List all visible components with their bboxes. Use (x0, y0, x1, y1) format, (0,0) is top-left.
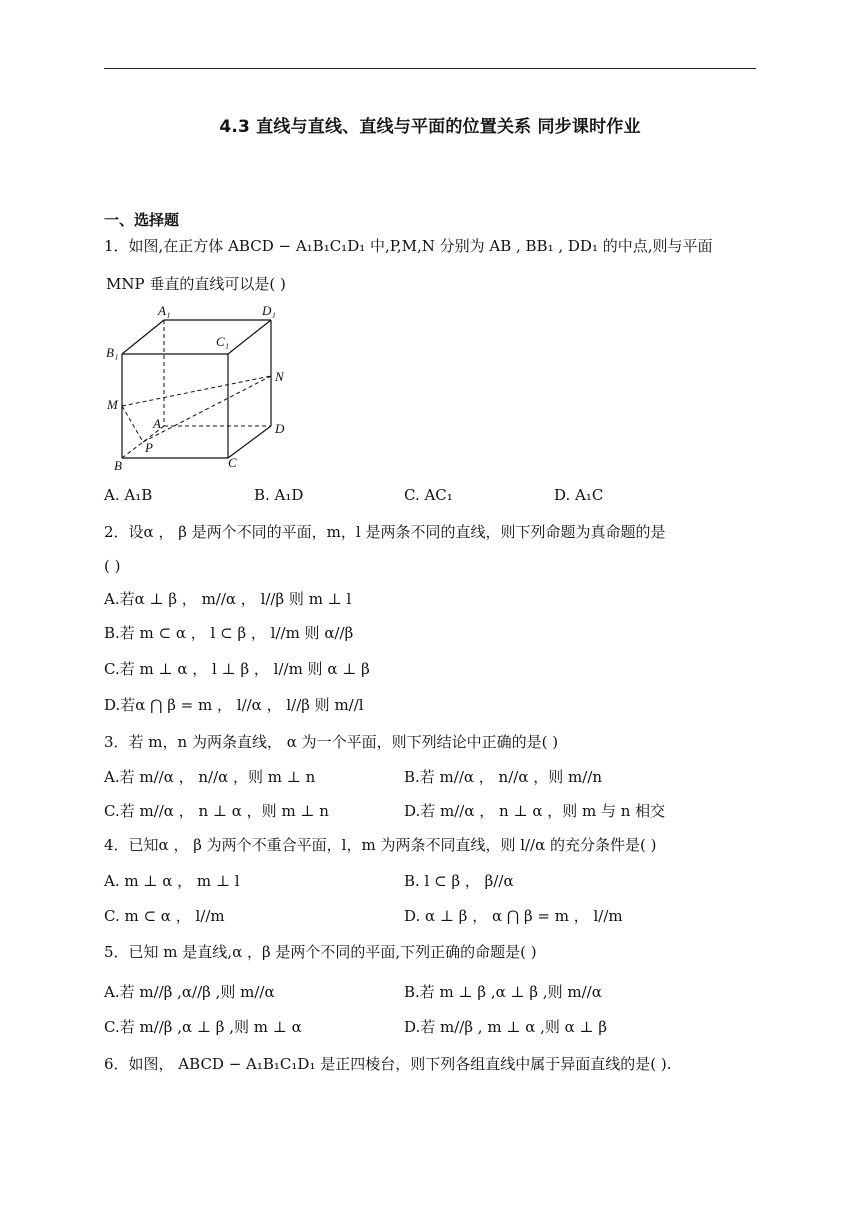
q4-option-c: C. m ⊂ α ， l//m (104, 907, 225, 925)
q1-option-a: A. A₁B (104, 486, 153, 504)
edge-cd (228, 426, 271, 458)
page-title: 4.3 直线与直线、直线与平面的位置关系 同步课时作业 (219, 117, 641, 137)
q5-option-c: C.若 m//β ,α ⊥ β ,则 m ⊥ α (104, 1018, 302, 1036)
q2-option-c: C.若 m ⊥ α ， l ⊥ β ， l//m 则 α ⊥ β (104, 660, 370, 678)
q2-stem-line2: ( ) (104, 557, 121, 575)
q1-stem-line1: 1．如图,在正方体 ABCD − A₁B₁C₁D₁ 中,P,M,N 分别为 AB , BB₁ , DD₁ 的中点,则与平面 (104, 237, 713, 255)
label-N: N (275, 369, 284, 384)
q3-stem: 3．若 m，n 为两条直线， α 为一个平面，则下列结论中正确的是( ) (104, 733, 559, 751)
q5-option-a: A.若 m//β ,α//β ,则 m//α (104, 983, 275, 1001)
label-A: A (153, 416, 161, 431)
q3-option-c: C.若 m//α ， n ⊥ α ，则 m ⊥ n (104, 802, 329, 820)
label-B: B (114, 458, 122, 473)
label-D1: D₁ (262, 303, 276, 318)
label-C1: C₁ (216, 334, 230, 349)
q1-option-d: D. A₁C (554, 486, 604, 504)
q5-option-b: B.若 m ⊥ β ,α ⊥ β ,则 m//α (404, 983, 602, 1001)
segment-mp (122, 406, 143, 442)
label-P: P (145, 440, 153, 455)
label-C: C (228, 455, 237, 470)
edge-c1d1 (228, 320, 271, 354)
q1-stem-line2: MNP 垂直的直线可以是( ) (106, 275, 286, 293)
q3-option-d: D.若 m//α ， n ⊥ α ，则 m 与 n 相交 (404, 802, 666, 820)
q1-option-c: C. AC₁ (404, 486, 453, 504)
cube-figure (104, 300, 304, 475)
q6-stem: 6．如图， ABCD − A₁B₁C₁D₁ 是正四棱台，则下列各组直线中属于异面直线的是( ). (104, 1055, 672, 1073)
segment-mn (122, 376, 271, 406)
q4-option-d: D. α ⊥ β ， α ⋂ β = m ， l//m (404, 907, 623, 925)
label-M: M (107, 397, 118, 412)
header-rule (104, 68, 756, 69)
label-D: D (275, 421, 285, 436)
q3-option-a: A.若 m//α ， n//α ，则 m ⊥ n (104, 768, 316, 786)
label-B1: B₁ (106, 345, 119, 360)
q1-option-b: B. A₁D (254, 486, 304, 504)
label-A1: A₁ (158, 303, 171, 318)
q4-option-b: B. l ⊂ β ， β//α (404, 872, 514, 890)
q2-option-a: A.若α ⊥ β ， m//α ， l//β 则 m ⊥ l (104, 590, 352, 608)
q3-option-b: B.若 m//α ， n//α ，则 m//n (404, 768, 602, 786)
q2-stem-line1: 2．设α ， β 是两个不同的平面，m，l 是两条不同的直线，则下列命题为真命题的是 (104, 523, 666, 541)
q4-stem: 4．已知α ， β 为两个不重合平面，l，m 为两条不同直线，则 l//α 的充分条件是( ) (104, 836, 657, 854)
section-heading: 一、选择题 (104, 211, 180, 229)
q2-option-d: D.若α ⋂ β = m ， l//α ， l//β 则 m//l (104, 696, 364, 714)
q5-stem: 5．已知 m 是直线,α ，β 是两个不同的平面,下列正确的命题是( ) (104, 943, 537, 961)
segment-pn (143, 376, 271, 442)
q5-option-d: D.若 m//β , m ⊥ α ,则 α ⊥ β (404, 1018, 608, 1036)
edge-b1a1 (122, 320, 164, 354)
q4-option-a: A. m ⊥ α ， m ⊥ l (104, 872, 240, 890)
q2-option-b: B.若 m ⊂ α ， l ⊂ β ， l//m 则 α//β (104, 624, 354, 642)
